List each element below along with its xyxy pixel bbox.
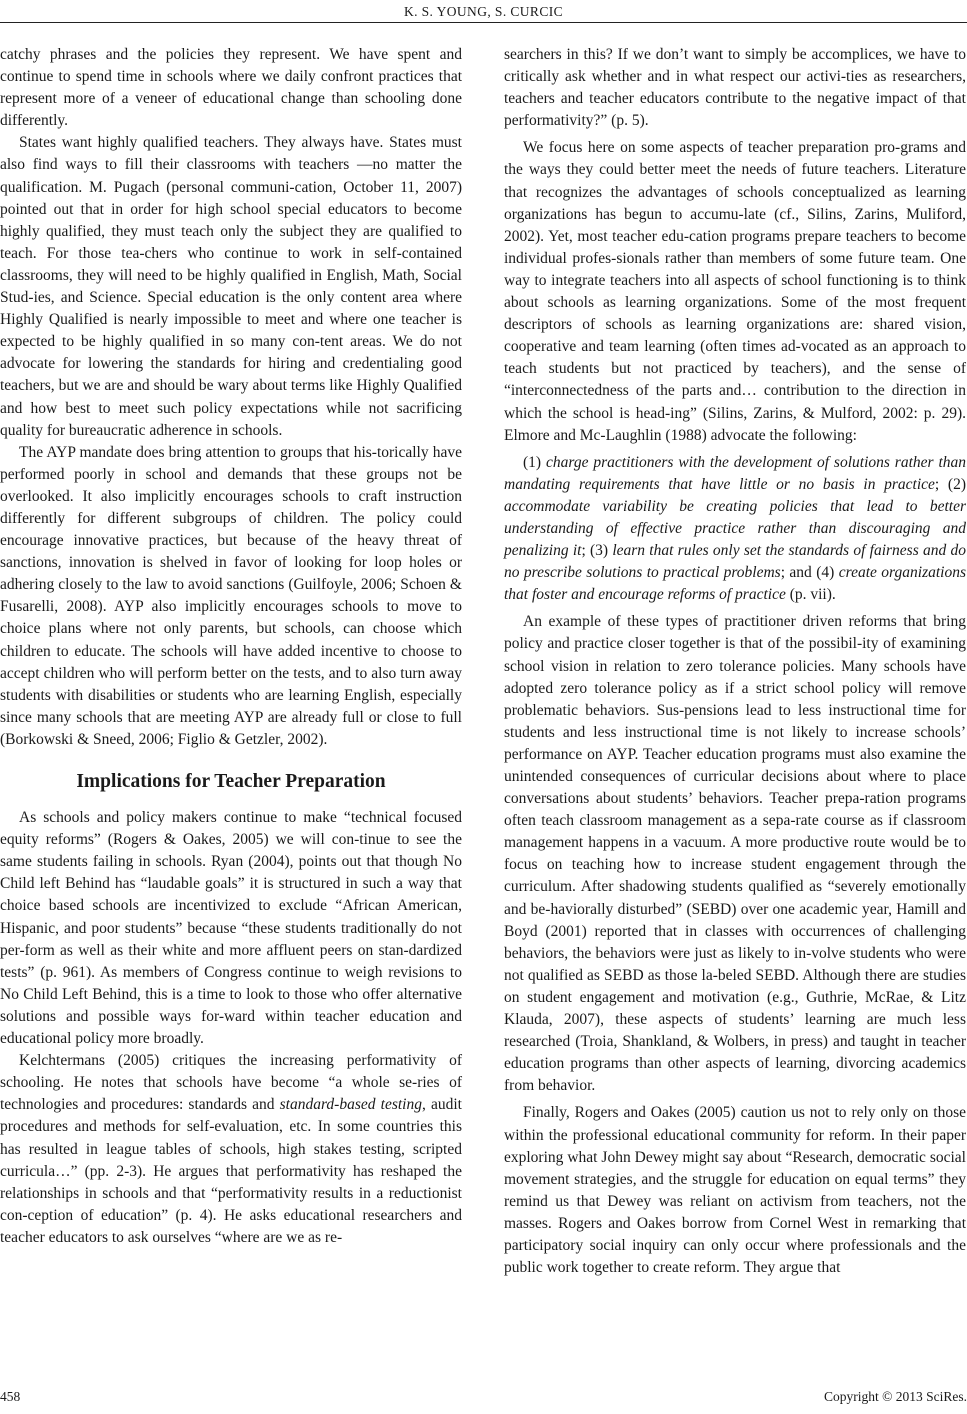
text-run: Kelchtermans (2005) critiques the increasing performativity of schooling. He notes that schools have become “a whole se-ries of technologies and procedures: standards and <box>0 1052 462 1114</box>
paragraph: We focus here on some aspects of teacher preparation pro-grams and the ways they could better meet the needs of future teachers. Literature that recognizes the advantages of schools conceptualized as learning organizations has begun to accumu-late (cf., Silins, Zarins, Muliford, 2002). Yet, most teacher edu-cation programs prepare teachers to become individual profes-sionals rather than members of some future team. One way to integrate teachers into all aspects of school functioning is to think about schools as learning organizations. Some of the most frequent descriptors of schools as learning organizations are: shared vision, cooperative and team learning (often times ad-vocated as an approach to teach students but not practiced by teachers), and the sense of “interconnectedness of the parts and… contribution to the direction in which the school is head-ing” (Silins, Zarins, & Mulford, 2002: p. 29). Elmore and Mc-Laughlin (1988) advocate the following: <box>504 139 966 444</box>
emphasis-text: learn that rules only set the standards of fairness and do no prescribe solutions to practical problems <box>504 542 966 582</box>
paragraph: As schools and policy makers continue to make “technical focused equity reforms” (Rogers & Oakes, 2005) we will con-tinue to see the same students failing in schools. Ryan (2004), points out that though No Child left Behind has “laudable goals” it is structured in such a way that choice based schools are incentivized to exclude “African American, Hispanic, and poor students” because “these students traditionally do not per-form as well as their white and more affluent peers on stan-dardized tests” (p. 961). As members of Congress continue to weigh revisions to No Child Left Behind, this is a time to look to those who offer alternative solutions and possible ways for-ward within teacher education and educational policy more broadly. <box>0 809 462 1048</box>
text-run: (1) <box>523 453 546 471</box>
emphasis-text: charge practitioners with the development of solutions rather than mandating requirements that have little or no basis in practice <box>504 453 967 493</box>
text-run: ; (3) <box>581 542 613 560</box>
text-run: , audit procedures and methods for self-evaluation, etc. In some countries this has resulted in league tables of schools, high stakes testing, scripted curricula…” (pp. 2-3). He argues that performativity has reshaped the relationships in schools and that “performativity results in a reductionist con-ception of education” (p. 4). He asks educational researchers and teacher educators to ask ourselves “where are we as re- <box>0 1096 462 1246</box>
paragraph <box>504 452 966 607</box>
paragraph: catchy phrases and the policies they represent. We have spent and continue to spend time in schools where we daily confront practices that represent more of a veneer of educational change than schooling done differently. <box>0 46 462 130</box>
header-rule <box>0 22 967 23</box>
section-heading: Implications for Teacher Preparation <box>76 771 386 792</box>
running-head: K. S. YOUNG, S. CURCIC <box>403 4 564 19</box>
paragraph: The AYP mandate does bring attention to groups that his-torically have performed poorly in school and demands that these groups not be overlooked. It also implicitly encourages schools to craft instruction differently for different subgroups of children. The policy could encourage innovative practices, but because of the heavy threat of sanctions, innovation is shelved in favor of looking for loop holes or adhering closely to the law to avoid sanctions (Guilfoyle, 2006; Schoen & Fusarelli, 2008). AYP also implicitly encourages schools to move to choice plans where not only parents, but schools, can choose which children to educate. The schools will have added incentive to choose to accept children who will perform better on the tests, and to also turn away students with disabilities or students who are learning English, especially since many schools that are meeting AYP are already full or close to full (Borkowski & Sneed, 2006; Figlio & Getzler, 2002). <box>0 443 462 748</box>
paragraph: An example of these types of practitioner driven reforms that bring policy and practice closer together is that of the possibil-ity of examining school vision in relation to zero tolerance policies. Many schools have adopted zero tolerance policy as if a strict school policy will remove problematic behaviors. Sus-pensions lead to less instructional time for students and less instructional time is not likely to increase schools’ performance on AYP. Teacher education programs must also examine the unintended consequences of curricular decisions about where to place conversations about students’ behaviors. Teacher prepa-ration programs often teach classroom management as a sepa-rate course as if classroom management happens in a vacuum. A more productive route would be to focus on teaching how to increase student engagement through the curriculum. After shadowing students qualified as “severely emotionally and be-haviorally disturbed” (SEBD) over one academic year, Hamill and Boyd (2001) reported that in classes with occurrences of challenging behaviors, the behaviors were just as likely to in-volve students who were not qualified as SEBD as those la-beled SEBD. Although there are studies on student engagement and motivation (e.g., Guthrie, McRae, & Litz Klauda, 2007), these aspects of students’ learning are much less researched (Troia, Shankland, & Wolbers, in press) and taught in teacher education programs than other aspects of learning, divorcing academics from behavior. <box>504 613 966 1095</box>
left-column <box>0 44 462 1249</box>
text-run: ; (2) <box>934 475 966 493</box>
text-run: (p. vii). <box>785 586 836 604</box>
paragraph: Finally, Rogers and Oakes (2005) caution us not to rely only on those within the professional educational community for reform. In their paper exploring what John Dewey might say about “Research, democratic social movement strategies, and the struggle for education on equal terms” they remind us that Dewey was reliant on activism from teachers, not the masses. Rogers and Oakes borrow from Cornel West in remarking that participatory social inquiry can only occur where professionals and the public work together to create reform. They argue that <box>504 1104 966 1277</box>
paragraph: searchers in this? If we don’t want to simply be accomplices, we have to critically ask whether and in what respect our activi-ties as researchers, teachers and teacher educators contribute to the negative impact of that performativity?” (p. 5). <box>504 46 966 130</box>
paragraph: States want highly qualified teachers. They always have. States must also find ways to fill their classrooms with teachers —no matter the qualification. M. Pugach (personal communi-cation, October 11, 2007) pointed out that in order for high school special educators to become highly qualified, they must teach only the subject they are qualified to teach. For those tea-chers who continue to work in self-contained classrooms, they will need to be highly qualified in English, Math, Social Stud-ies, and Science. Special education is the only content area where Highly Qualified is nearly impossible to meet and where one teacher is expected to be highly qualified in so many con-tent areas. We do not advocate for lowering the standards for hiring and credentialing good teachers, but we are and should be wary about terms like Highly Qualified and how best to meet such policy expectations while not sacrificing quality for bureaucratic adherence in schools. <box>0 134 462 439</box>
text-run: ; and (4) <box>780 564 839 582</box>
copyright-notice: Copyright © 2013 SciRes. <box>823 1389 967 1404</box>
right-column <box>504 44 966 1279</box>
emphasis-text: create organizations that foster and encourage reforms of practice <box>504 564 966 604</box>
emphasis-text: standard-based testing <box>279 1096 422 1114</box>
paragraph <box>0 1050 462 1249</box>
emphasis-text: accommodate variability be creating policies that lead to better understanding of effective practice rather than discouraging and penalizing it <box>504 497 966 560</box>
page-number: 458 <box>0 1389 21 1404</box>
